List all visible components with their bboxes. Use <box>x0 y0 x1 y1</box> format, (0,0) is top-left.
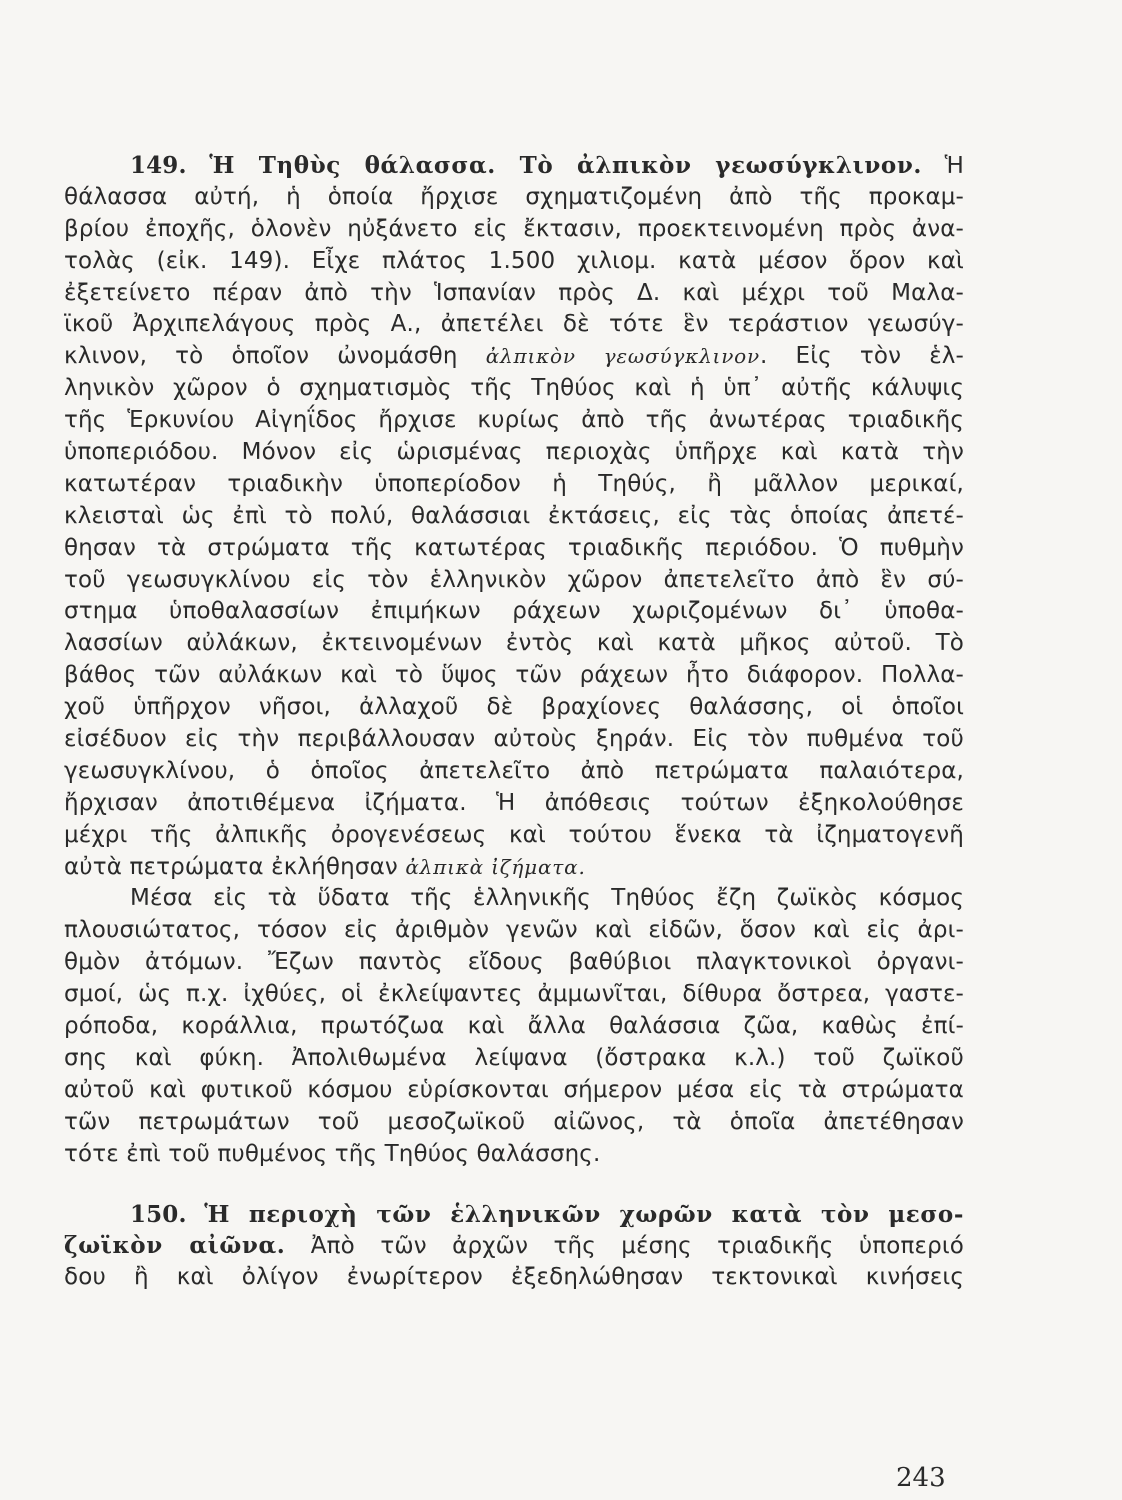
text-line: πλουσιώτατος, τόσον εἰς ἀριθμὸν γενῶν καὶ εἰδῶν, ὅσον καὶ εἰς ἀρι- <box>64 917 964 944</box>
text-line: θάλασσα αὐτή, ἡ ὁποία ἤρχισε σχηματιζομένη ἀπὸ τῆς προκαμ- <box>64 183 964 210</box>
text-line: θησαν τὰ στρώματα τῆς κατωτέρας τριαδικῆς περιόδου. Ὁ πυθμὴν <box>64 534 964 561</box>
text-line <box>64 852 964 884</box>
text-line: ἤρχισαν ἀποτιθέμενα ἰζήματα. Ἡ ἀπόθεσις τούτων ἐξηκολούθησε <box>64 789 964 816</box>
text-line: ρόποδα, κοράλλια, πρωτόζωα καὶ ἄλλα θαλάσσια ζῶα, καθὼς ἐπί- <box>64 1013 964 1040</box>
paragraph-text: Ἡ <box>944 153 964 179</box>
text-line: ληνικὸν χῶρον ὁ σχηματισμὸς τῆς Τηθύος καὶ ἡ ὑπ᾽ αὐτῆς κάλυψις <box>64 375 964 402</box>
section-number: 150. <box>130 1200 187 1228</box>
text-line: ϊκοῦ Ἀρχιπελάγους πρὸς Α., ἀπετέλει δὲ τότε ἓν τεράστιον γεωσύγ- <box>64 311 964 338</box>
text-line: θμὸν ἀτόμων. Ἔζων παντὸς εἴδους βαθύβιοι πλαγκτονικοὶ ὀργανι- <box>64 949 964 976</box>
text-line: δου ἢ καὶ ὀλίγον ἐνωρίτερον ἐξεδηλώθησαν τεκτονικαὶ κινήσεις <box>64 1264 964 1291</box>
text-line: τοῦ γεωσυγκλίνου εἰς τὸν ἑλληνικὸν χῶρον ἀπετελεῖτο ἀπὸ ἓν σύ- <box>64 566 964 593</box>
section-title: Ἡ περιοχὴ τῶν ἑλληνικῶν χωρῶν κατὰ τὸν μεσο- <box>204 1200 964 1228</box>
text-fragment: αὐτὰ πετρώματα ἐκλήθησαν <box>64 853 398 880</box>
text-line: σης καὶ φύκη. Ἀπολιθωμένα λείψανα (ὄστρακα κ.λ.) τοῦ ζωϊκοῦ <box>64 1044 964 1071</box>
section-title: Ἡ Τηθὺς θάλασσα. Τὸ ἀλπικὸν γεωσύγκλινον. <box>209 152 923 179</box>
text-line: μέχρι τῆς ἀλπικῆς ὀρογενέσεως καὶ τούτου ἕνεκα τὰ ἰζηματογενῆ <box>64 821 964 848</box>
text-line: ἐξετείνετο πέραν ἀπὸ τὴν Ἱσπανίαν πρὸς Δ. καὶ μέχρι τοῦ Μαλα- <box>64 279 964 306</box>
text-line: κλεισταὶ ὡς ἐπὶ τὸ πολύ, θαλάσσιαι ἐκτάσεις, εἰς τὰς ὁποίας ἀπετέ- <box>64 502 964 529</box>
text-fragment: Ἀπὸ τῶν ἀρχῶν τῆς μέσης τριαδικῆς ὑποπεριό <box>310 1233 964 1260</box>
text-line: βρίου ἐποχῆς, ὁλονὲν ηὐξάνετο εἰς ἔκτασιν, προεκτεινομένη πρὸς ἀνα- <box>64 215 964 242</box>
text-line: ὑποπεριόδου. Μόνον εἰς ὡρισμένας περιοχὰς ὑπῆρχε καὶ κατὰ τὴν <box>64 439 964 466</box>
text-line: εἰσέδυον εἰς τὴν περιβάλλουσαν αὐτοὺς ξηράν. Εἰς τὸν πυθμένα τοῦ <box>64 726 964 753</box>
emphasized-term: ἀλπικὰ ἰζήματα. <box>405 854 586 879</box>
text-fragment: . Εἰς τὸν ἑλ- <box>759 343 964 370</box>
text-line: σμοί, ὡς π.χ. ἰχθύες, οἱ ἐκλείψαντες ἀμμωνῖται, δίθυρα ὄστρεα, γαστε- <box>64 981 964 1008</box>
text-line: κατωτέραν τριαδικὴν ὑποπερίοδον ἡ Τηθύς, ἢ μᾶλλον μερικαί, <box>64 470 964 497</box>
text-line: βάθος τῶν αὐλάκων καὶ τὸ ὕψος τῶν ράχεων ἦτο διάφορον. Πολλα- <box>64 662 964 689</box>
text-line <box>64 1230 964 1262</box>
emphasized-term: ἀλπικὸν γεωσύγκλινον <box>485 344 760 369</box>
page-number: 243 <box>896 1463 946 1493</box>
text-line: στημα ὑποθαλασσίων ἐπιμήκων ράχεων χωριζομένων δι᾽ ὑποθα- <box>64 598 964 625</box>
text-line: τῆς Ἑρκυνίου Αἰγηΐδος ἤρχισε κυρίως ἀπὸ τῆς ἀνωτέρας τριαδικῆς <box>64 407 964 434</box>
text-line: τότε ἐπὶ τοῦ πυθμένος τῆς Τηθύος θαλάσσης. <box>64 1140 601 1167</box>
text-line <box>64 341 964 373</box>
section-number: 149. <box>130 152 187 179</box>
section-149-heading-line <box>64 150 964 182</box>
text-line: αὐτοῦ καὶ φυτικοῦ κόσμου εὑρίσκονται σήμερον μέσα εἰς τὰ στρώματα <box>64 1076 964 1103</box>
text-line: λασσίων αὐλάκων, ἐκτεινομένων ἐντὸς καὶ κατὰ μῆκος αὐτοῦ. Τὸ <box>64 630 964 657</box>
text-fragment: κλινον, τὸ ὁποῖον ὠνομάσθη <box>64 343 458 370</box>
section-title-continued: ζωϊκὸν αἰῶνα. <box>64 1232 286 1260</box>
section-150-heading-line <box>64 1199 964 1231</box>
text-line: τῶν πετρωμάτων τοῦ μεσοζωϊκοῦ αἰῶνος, τὰ ὁποῖα ἀπετέθησαν <box>64 1108 964 1135</box>
text-line: γεωσυγκλίνου, ὁ ὁποῖος ἀπετελεῖτο ἀπὸ πετρώματα παλαιότερα, <box>64 757 964 784</box>
page-body <box>64 150 964 1294</box>
text-line: τολὰς (εἰκ. 149). Εἶχε πλάτος 1.500 χιλιομ. κατὰ μέσον ὅρον καὶ <box>64 247 964 274</box>
text-line: Μέσα εἰς τὰ ὕδατα τῆς ἑλληνικῆς Τηθύος ἔζη ζωϊκὸς κόσμος <box>130 885 964 912</box>
text-line: χοῦ ὑπῆρχον νῆσοι, ἀλλαχοῦ δὲ βραχίονες θαλάσσης, οἱ ὁποῖοι <box>64 694 964 721</box>
